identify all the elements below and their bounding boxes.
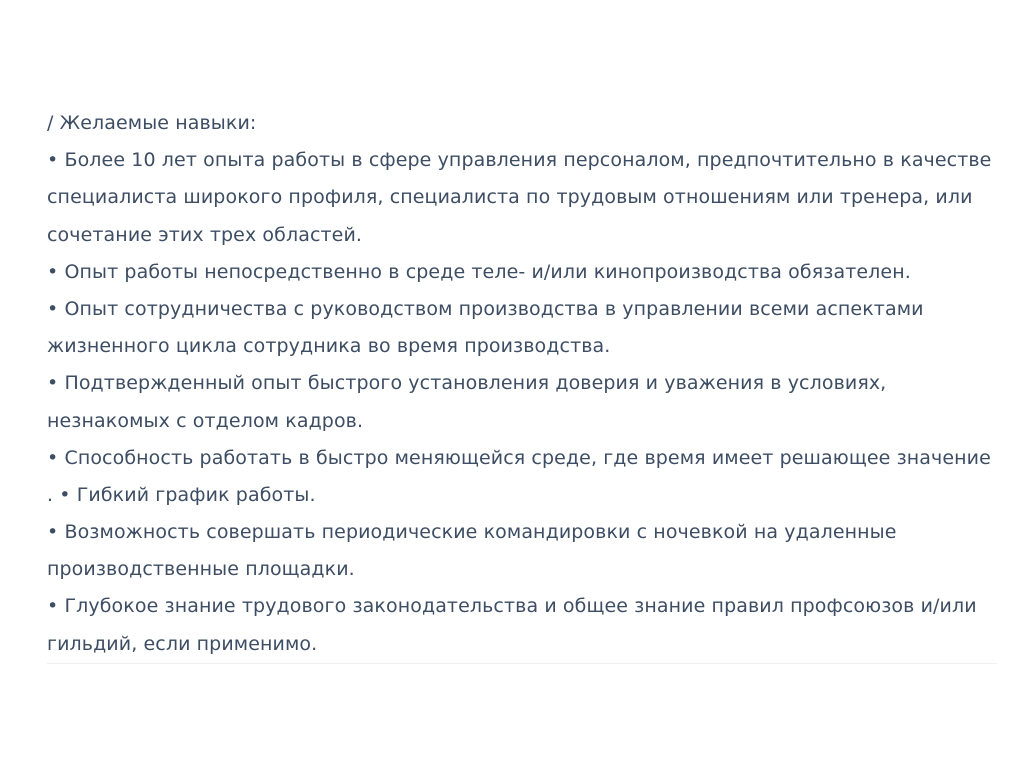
- desired-skills-section: [47, 105, 1007, 663]
- text-line: сочетание этих трех областей.: [47, 223, 363, 246]
- text-line: • Более 10 лет опыта работы в сфере управления персоналом, предпочтительно в качестве: [47, 149, 992, 172]
- text-line: • Опыт сотрудничества с руководством производства в управлении всеми аспектами: [47, 297, 924, 320]
- text-line: • Способность работать в быстро меняющейся среде, где время имеет решающее значение: [47, 446, 991, 469]
- text-line: • Опыт работы непосредственно в среде теле- и/или кинопроизводства обязателен.: [47, 260, 911, 283]
- text-line: производственные площадки.: [47, 558, 355, 581]
- section-heading: / Желаемые навыки:: [47, 112, 257, 134]
- text-line: • Подтвержденный опыт быстрого установления доверия и уважения в условиях,: [47, 372, 887, 395]
- text-line: • Возможность совершать периодические командировки с ночевкой на удаленные: [47, 521, 897, 544]
- text-line: • Глубокое знание трудового законодательства и общее знание правил профсоюзов и/или: [47, 595, 977, 618]
- text-line: специалиста широкого профиля, специалиста по трудовым отношениям или тренера, или: [47, 186, 973, 209]
- text-line: гильдий, если применимо.: [47, 632, 318, 655]
- text-line: незнакомых с отделом кадров.: [47, 409, 364, 432]
- section-divider: [47, 663, 997, 664]
- text-line: . • Гибкий график работы.: [47, 483, 316, 506]
- text-line: жизненного цикла сотрудника во время производства.: [47, 335, 611, 358]
